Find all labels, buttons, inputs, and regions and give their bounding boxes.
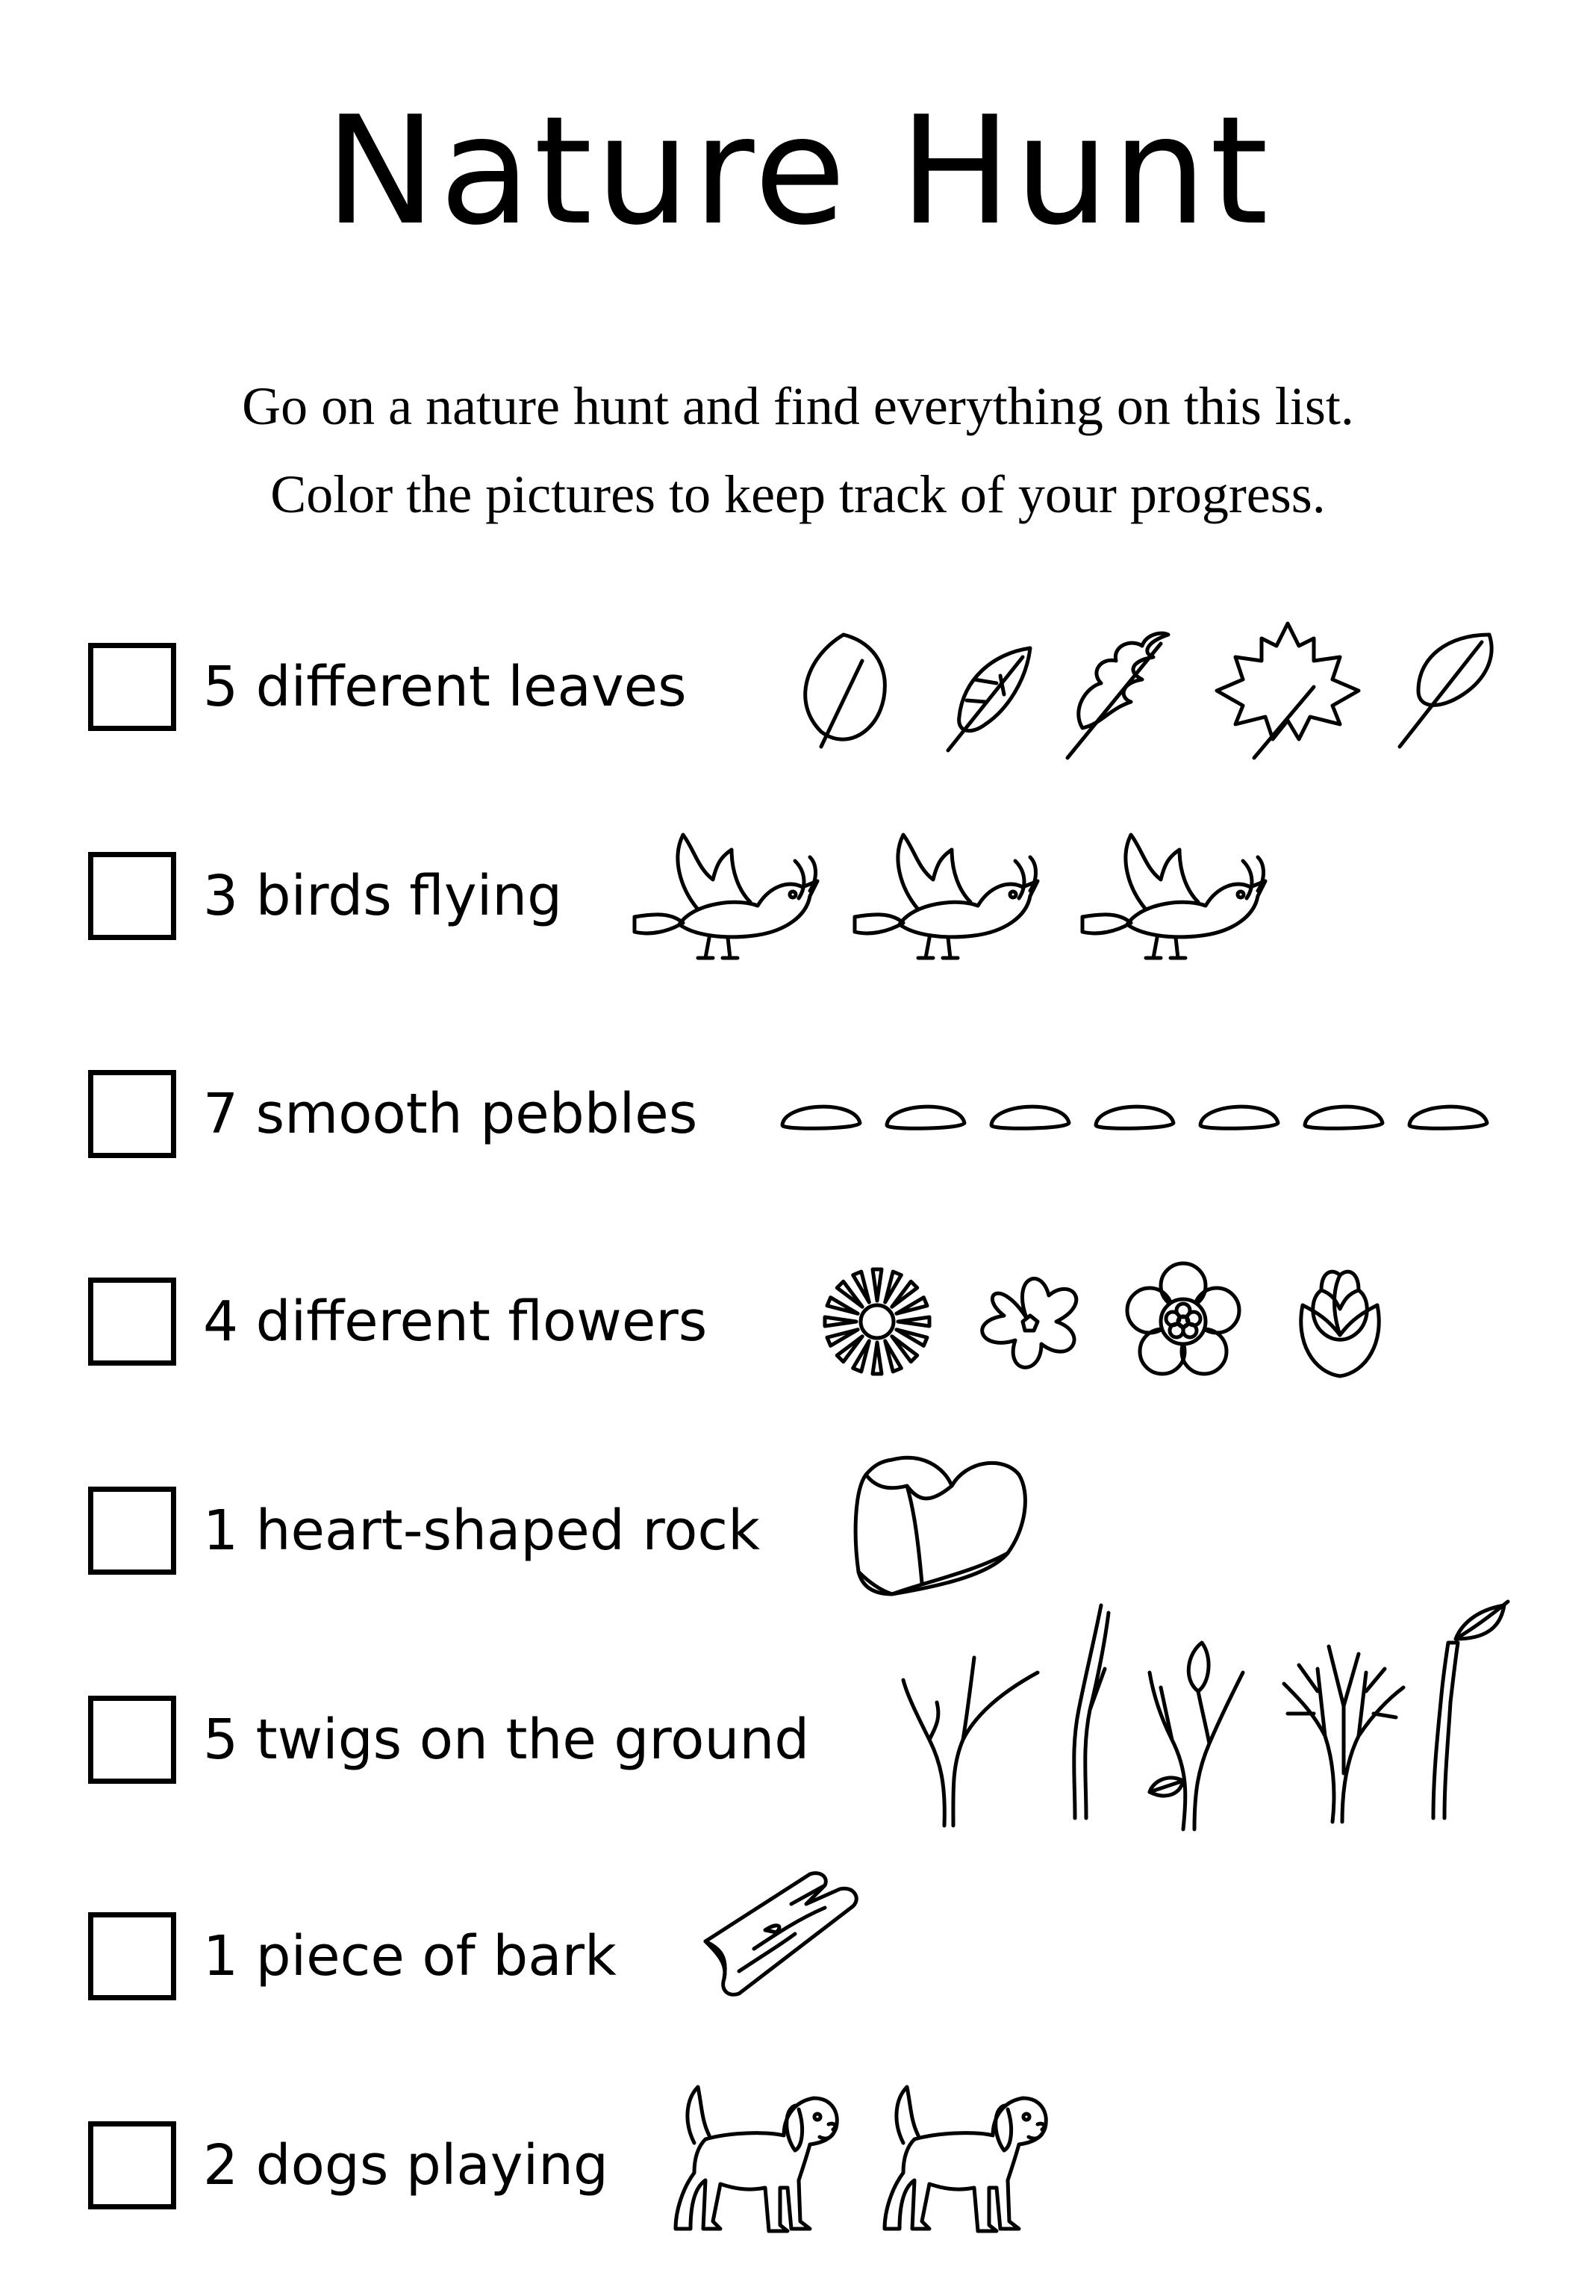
checklist-item-leaves: [0, 612, 1596, 762]
checklist-item-twigs: [0, 1665, 1596, 1814]
item-label-leaves: 5 different leaves: [203, 655, 687, 719]
dog-icon: [672, 2076, 844, 2244]
bark-icon: [694, 1859, 866, 2023]
heart-rock-icon: [847, 1445, 1034, 1605]
item-label-dogs: 2 dogs playing: [203, 2133, 609, 2197]
checklist-item-heart-rock: [0, 1456, 1596, 1605]
twig-icon: [900, 1613, 1041, 1837]
twig-icon: [1415, 1590, 1519, 1829]
item-label-birds: 3 birds flying: [203, 864, 563, 928]
leaf-icon: [1209, 620, 1366, 762]
checkbox-bark[interactable]: [88, 1912, 176, 2000]
leaf-icon: [941, 642, 1038, 754]
pebble-icon: [881, 1092, 970, 1136]
item-label-bark: 1 piece of bark: [203, 1924, 617, 1988]
checkbox-heart-rock[interactable]: [88, 1487, 176, 1575]
instructions-line-2: Color the pictures to keep track of your progress.: [270, 464, 1326, 524]
pebble-icon: [1403, 1092, 1493, 1136]
checkbox-birds[interactable]: [88, 852, 176, 940]
bird-icon: [627, 827, 821, 969]
instructions-line-1: Go on a nature hunt and find everything on this list.: [242, 376, 1354, 436]
item-label-pebbles: 7 smooth pebbles: [203, 1082, 698, 1146]
checklist-item-birds: [0, 821, 1596, 971]
pebble-icon: [1299, 1092, 1388, 1136]
checklist-item-bark: [0, 1882, 1596, 2031]
checkbox-flowers[interactable]: [88, 1278, 176, 1366]
checklist-item-pebbles: [0, 1039, 1596, 1189]
checkbox-twigs[interactable]: [88, 1696, 176, 1784]
pebble-icon: [1090, 1092, 1179, 1136]
leaf-icon: [1388, 627, 1500, 754]
flower-icon: [817, 1262, 937, 1381]
checklist-item-flowers: [0, 1247, 1596, 1396]
instructions: [0, 362, 1596, 538]
leaf-icon: [1056, 627, 1183, 762]
bird-icon: [1075, 827, 1269, 969]
flower-icon: [959, 1262, 1094, 1381]
item-label-heart-rock: 1 heart-shaped rock: [203, 1499, 760, 1563]
dog-icon: [881, 2076, 1053, 2244]
item-label-flowers: 4 different flowers: [203, 1289, 708, 1354]
page-title: Nature Hunt: [324, 84, 1272, 258]
twig-icon: [1049, 1598, 1123, 1829]
pebble-icon: [985, 1092, 1075, 1136]
flower-icon: [1288, 1260, 1392, 1384]
pebble-icon: [1194, 1092, 1284, 1136]
bird-icon: [847, 827, 1041, 969]
pebble-icon: [776, 1092, 866, 1136]
leaf-icon: [791, 627, 896, 754]
item-label-twigs: 5 twigs on the ground: [203, 1708, 810, 1772]
flower-icon: [1116, 1258, 1250, 1385]
checklist-item-dogs: [0, 2091, 1596, 2240]
checkbox-dogs[interactable]: [88, 2121, 176, 2209]
checkbox-pebbles[interactable]: [88, 1070, 176, 1158]
twig-icon: [1127, 1620, 1254, 1837]
twig-icon: [1269, 1609, 1411, 1833]
checkbox-leaves[interactable]: [88, 643, 176, 731]
